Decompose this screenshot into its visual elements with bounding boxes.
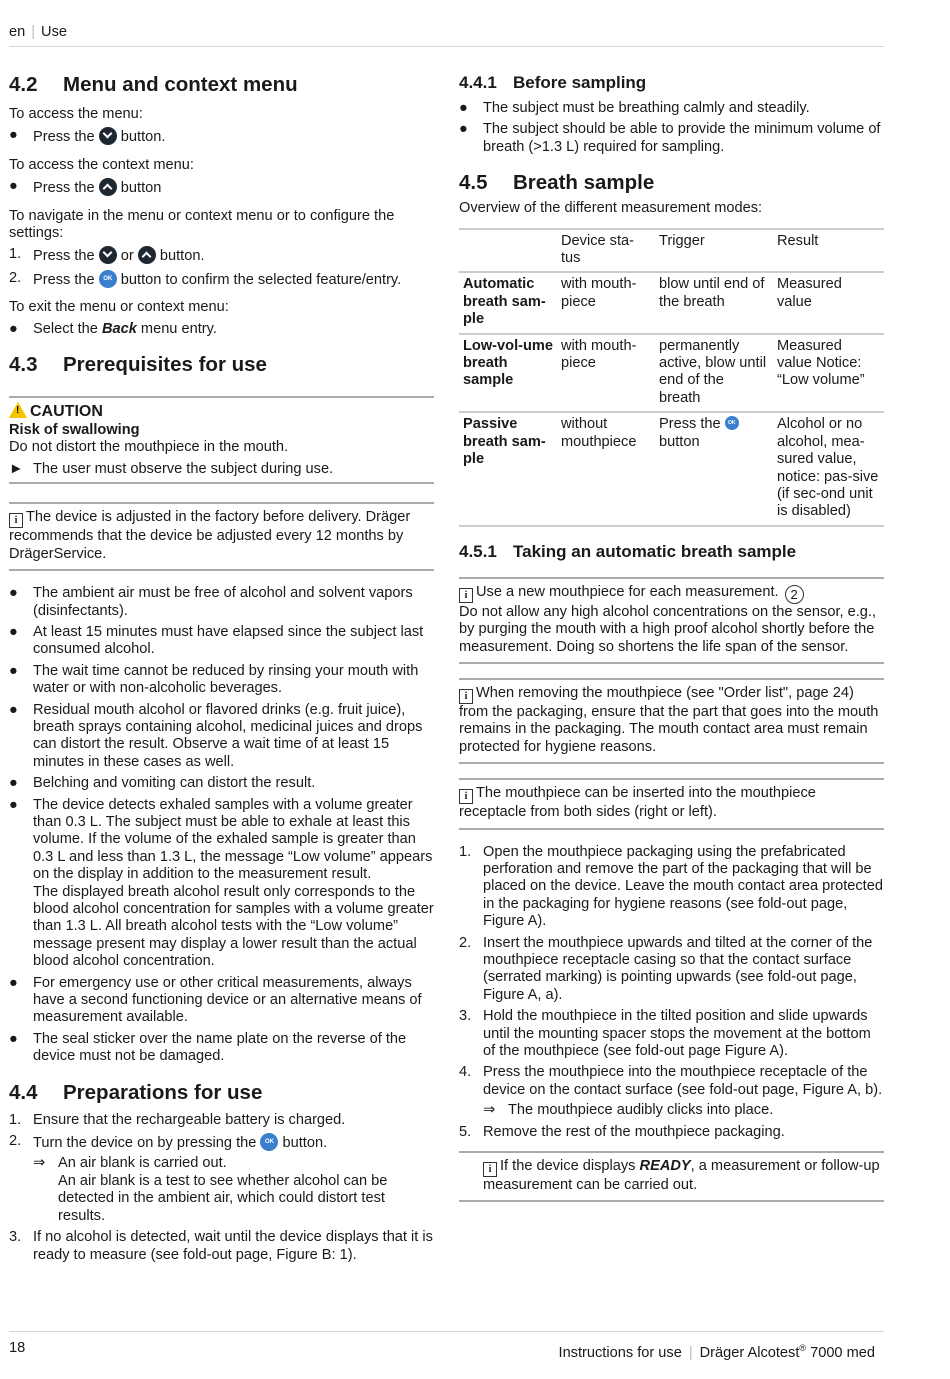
measurement-modes-table [459,228,884,527]
note-text: Use a new mouthpiece for each measurement. [476,583,779,600]
list-item [9,1133,434,1152]
bullet-icon: ● [459,100,468,116]
implies-arrow-icon: ⇒ [33,1155,46,1172]
list-item-text: Select the [33,320,98,337]
right-column [459,72,884,1202]
list-number: 3. [459,1008,472,1025]
section-title: Preparations for use [63,1080,263,1104]
prerequisites-list [9,585,434,1066]
table-cell-text: Press the [659,416,721,433]
result-item [459,1102,884,1119]
result-text: The mouthpiece audibly clicks into place. [508,1102,774,1119]
list-item-text: Remove the rest of the mouthpiece packaging. [483,1123,785,1140]
result-item [9,1155,434,1225]
list-item-text: Turn the device on by pressing the [33,1135,257,1152]
result-text: An air blank is carried out. [58,1155,227,1172]
implies-arrow-icon: ⇒ [483,1102,496,1119]
list-item-text: Press the [33,129,95,146]
list-item [9,663,434,698]
bullet-icon: ● [9,320,18,337]
circled-number-icon: 2 [785,585,804,604]
info-note [459,778,884,829]
table-cell: blow until end of the breath [655,272,773,333]
list-item [459,844,884,931]
list-item-text: The subject should be able to provide the minimum volume of breath (>1.3 L) required for sampling. [483,121,881,155]
caution-text: Do not distort the mouthpiece in the mouth. [9,439,289,456]
bullet-icon: ● [9,178,18,195]
section-number: 4.2 [9,73,38,96]
list-item-text: The ambient air must be free of alcohol and solvent vapors (disinfectants). [33,585,413,619]
bullet-icon: ● [459,121,468,138]
list-item [9,797,434,971]
access-context-text: To access the context menu: [9,156,194,173]
list-item [9,1229,434,1264]
bullet-icon: ● [9,623,18,640]
list-item-text: The wait time cannot be reduced by rinsing your mouth with water or with non-alcoholic beverages. [33,662,419,697]
bullet-icon: ● [9,701,18,718]
list-item-text: Press the [33,180,95,197]
ok-button-icon [725,416,739,430]
table-cell: without mouthpiece [557,412,655,525]
info-icon: i [459,689,473,704]
list-item [9,624,434,659]
list-number: 1. [9,1111,22,1128]
table-cell: Automatic breath sam-ple [459,272,557,333]
ok-button-icon [260,1133,278,1151]
list-number: 1. [9,246,22,263]
list-item [9,702,434,772]
caution-action-text: The user must observe the subject during use. [33,460,334,477]
warning-triangle-icon [9,402,27,418]
list-item-text: The device detects exhaled samples with a volume greater than 0.3 L. The subject must be able to exhale at least this volume. If the volume of the exhaled sample is greater than 0.3 L and less than 1.3 L, the message “Low volume” appears on the display in addition to the measurement result. [33,796,433,883]
header-separator: | [31,24,36,40]
bullet-icon: ● [9,974,18,991]
table-cell-text: button [659,433,700,450]
info-note [459,577,884,664]
footer-product: Dräger Alcotest [699,1344,800,1361]
down-button-icon [99,246,117,264]
list-number: 2. [459,934,472,951]
list-item [9,321,434,338]
table-cell: Alcohol or no alcohol, mea-sured value, notice: pas-sive (if sec-ond unit is disabled) [773,412,884,525]
section-title: Before sampling [513,73,647,92]
list-item-text: button. [159,248,205,265]
footer-separator: | [688,1344,693,1361]
note-text: , a measurement or follow-up measurement can be carried out. [483,1158,880,1194]
table-header-cell: Result [773,229,884,273]
info-icon: i [9,513,23,528]
caution-label-row [9,402,434,422]
list-item-text: The subject must be breathing calmly and steadily. [483,100,810,116]
list-item-text: Open the mouthpiece packaging using the prefabricated perforation and remove the part of the packaging that will be placed on the device. Leave the mouth contact area protected in the packaging for hygiene reasons (see fold-out page, Figure A). [483,843,883,930]
header-language: en [9,24,26,40]
list-item-text: menu entry. [140,320,217,337]
table-header-cell: Trigger [655,229,773,273]
info-note [9,502,434,571]
header-section: Use [41,24,67,40]
list-number: 3. [9,1229,22,1246]
list-item [9,775,434,792]
list-number: 2. [9,1133,22,1150]
caution-label: CAUTION [30,403,103,421]
table-row [459,272,884,333]
section-4-4-1-heading [459,72,884,94]
list-item [459,935,884,1005]
section-number: 4.4 [9,1080,38,1104]
up-button-icon [138,246,156,264]
table-cell: Low-vol-ume breath sample [459,334,557,413]
table-cell: with mouth-piece [557,334,655,413]
list-item-text: Ensure that the rechargeable battery is charged. [33,1111,346,1128]
modes-intro: Overview of the different measurement modes: [459,200,763,217]
list-item-text: For emergency use or other critical measurements, always have a second functioning device or an alternative means of measurement available. [33,974,422,1026]
table-header-cell: Device sta-tus [557,229,655,273]
table-cell: Measured value Notice: “Low volume” [773,334,884,413]
list-item-text: Hold the mouthpiece in the tilted position and slide upwards until the mounting spacer stops the movement at the bottom of the mouthpiece (see fold-out page Figure A). [483,1008,871,1060]
section-title: Taking an automatic breath sample [513,541,797,561]
arrow-icon: ► [9,460,24,477]
section-4-3-heading [9,352,434,378]
before-sampling-list [459,100,884,156]
list-item-text: The displayed breath alcohol result only corresponds to the blood alcohol concentration for samples with a volume greater than 1.3 L. All breath alcohol tests with the “Low volume” message present may display a lower result than the actual blood alcohol concentration. [33,883,434,970]
table-cell: permanently active, blow until end of the breath [655,334,773,413]
list-item-text: Press the [33,271,95,288]
section-4-2-heading [9,72,434,98]
list-item-text: If no alcohol is detected, wait until the device displays that it is ready to measure (see fold-out page, Figure B: 1). [33,1229,433,1263]
page-footer [9,1331,884,1361]
back-entry-label: Back [101,320,137,337]
info-note [459,1151,884,1202]
section-title: Breath sample [513,171,655,195]
info-icon: i [483,1162,497,1177]
list-item [459,100,884,117]
table-cell: Passive breath sam-ple [459,412,557,525]
list-item-text: button to confirm the selected feature/entry. [120,271,402,288]
list-item-text: button. [120,129,166,146]
info-icon: i [459,789,473,804]
list-item [9,178,434,197]
caution-title: Risk of swallowing [9,422,140,439]
mouthpiece-steps [459,844,884,1142]
page-number: 18 [9,1340,26,1356]
ready-status-label: READY [639,1158,691,1175]
note-text: Do not allow any high alcohol concentrations on the sensor, e.g., by purging the mouth with a high proof alcohol shortly before the measurement. Doing so shortens the life span of the sensor. [459,603,876,655]
note-text: When removing the mouthpiece (see "Order list", page 24) from the packaging, ensure that the part that goes into the mouth remains in the packaging. The mouth contact area must remain protected for hygiene reasons. [459,684,879,755]
bullet-icon: ● [9,775,18,792]
caution-box [9,396,434,484]
list-item [9,246,434,265]
list-item-text: Belching and vomiting can distort the result. [33,775,316,792]
section-number: 4.5.1 [459,541,497,561]
list-item [9,975,434,1027]
preparation-steps [9,1112,434,1264]
list-item-text: or [120,248,134,265]
list-item [459,1008,884,1060]
list-item-text: button [120,180,162,197]
list-item [9,1112,434,1129]
footer-model: 7000 med [806,1344,875,1361]
bullet-icon: ● [9,585,18,602]
table-row [459,412,884,525]
list-item [459,121,884,156]
up-button-icon [99,178,117,196]
list-item [9,270,434,289]
registered-mark: ® [799,1343,807,1353]
section-number: 4.4.1 [459,73,497,92]
table-row [459,334,884,413]
down-button-icon [99,127,117,145]
list-number: 4. [459,1064,472,1081]
bullet-icon: ● [9,127,18,144]
access-menu-text: To access the menu: [9,106,143,122]
list-item-text: Press the [33,248,95,265]
info-icon: i [459,588,473,603]
list-item-text: At least 15 minutes must have elapsed since the subject last consumed alcohol. [33,623,424,658]
section-4-5-heading [459,170,884,196]
result-text: An air blank is a test to see whether alcohol can be detected in the ambient air, which could distort test results. [58,1172,388,1224]
note-text: The mouthpiece can be inserted into the mouthpiece receptacle from both sides (right or left). [459,785,816,821]
table-header-row [459,229,884,273]
section-title: Prerequisites for use [63,353,267,377]
left-column [9,72,434,1264]
caution-action [9,461,434,478]
footer-doc-info [559,1340,875,1362]
list-item-text: The seal sticker over the name plate on the reverse of the device must not be damaged. [33,1030,407,1065]
list-item [9,1031,434,1066]
list-item-text: Insert the mouthpiece upwards and tilted at the corner of the mouthpiece receptacle casing so that the contact surface (serrated marking) is pointing upwards (see fold-out page, Figure A, a). [483,934,873,1003]
page-header [9,24,884,47]
info-note [459,678,884,764]
list-number: 5. [459,1123,472,1140]
list-item [9,127,434,146]
list-number: 1. [459,843,472,860]
note-text: If the device displays [500,1158,636,1175]
section-number: 4.5 [459,171,488,195]
footer-doc-title: Instructions for use [558,1344,682,1361]
bullet-icon: ● [9,1030,18,1047]
section-title: Menu and context menu [63,73,298,96]
list-item-text: Press the mouthpiece into the mouthpiece receptacle of the device on the contact surface (see fold-out page, Figure A, b). [483,1064,883,1098]
exit-text: To exit the menu or context menu: [9,299,229,316]
bullet-icon: ● [9,796,18,813]
table-cell [655,412,773,525]
ok-button-icon [99,270,117,288]
note-text: The device is adjusted in the factory before delivery. Dräger recommends that the device be adjusted every 12 months by DrägerService. [9,509,411,562]
list-item [459,1064,884,1099]
list-item-text: Residual mouth alcohol or flavored drinks (e.g. fruit juice), breath sprays containing alcohol, medicinal juices and drops can distort the result. Observe a wait time of at least 15 minutes in these cases as well. [33,701,423,770]
table-cell: Measured value [773,272,884,333]
list-item [9,585,434,620]
table-header-cell [459,229,557,273]
section-4-4-heading [9,1080,434,1106]
list-item-text: button. [282,1135,328,1152]
list-item [459,1124,884,1141]
bullet-icon: ● [9,662,18,679]
section-4-5-1-heading [459,541,884,563]
section-number: 4.3 [9,353,38,377]
list-number: 2. [9,269,22,286]
navigate-text: To navigate in the menu or context menu or to configure the settings: [9,207,395,242]
table-cell: with mouth-piece [557,272,655,333]
